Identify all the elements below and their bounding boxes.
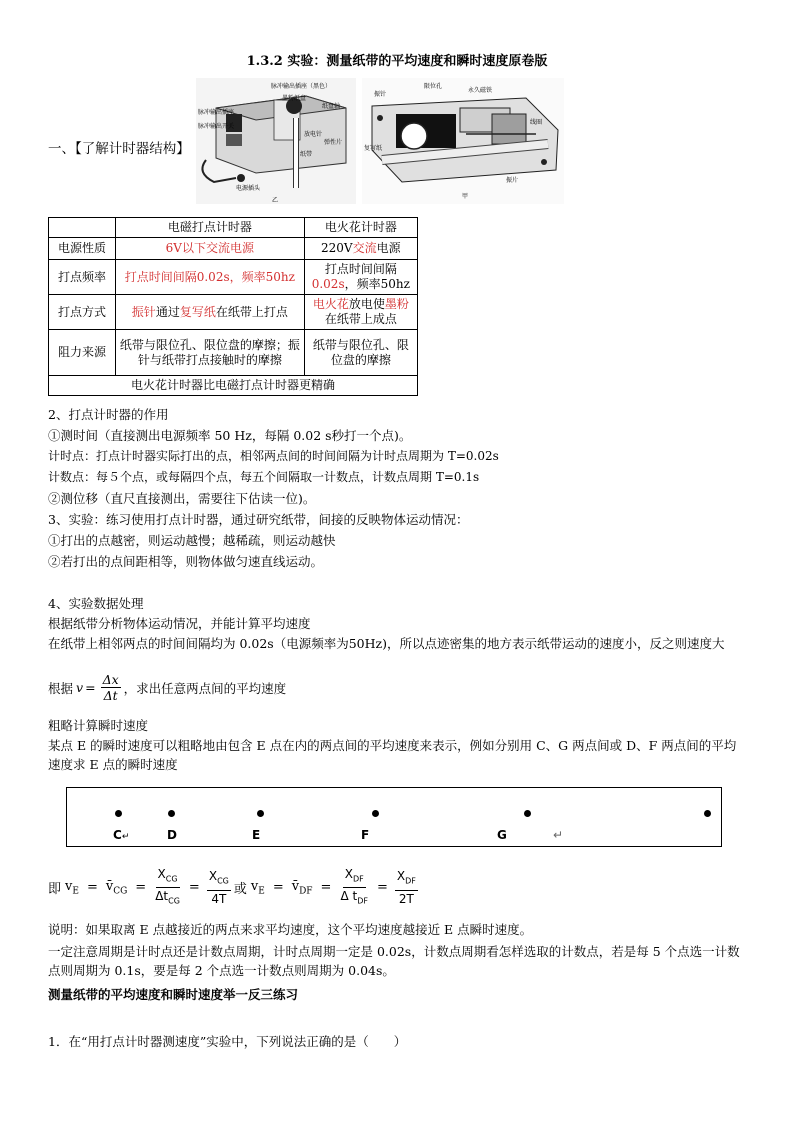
text-line: ①测时间（直接测出电源频率 50 Hz，每隔 0.02 s秒打一个点)。 [48,428,412,443]
text-line: ②若打出的点间距相等，则物体做匀速直线运动。 [48,554,324,569]
table-header-cell: 电磁打点计时器 [116,218,305,238]
table-row [49,238,418,260]
row-label: 打点频率 [49,260,116,295]
svg-text:永久磁铁: 永久磁铁 [468,87,493,94]
svg-text:复写纸: 复写纸 [364,145,383,152]
table-header-cell: 电火花计时器 [304,218,417,238]
tape-dot [524,810,531,817]
tape-dot [115,810,122,817]
paper-tape-diagram [66,787,722,847]
svg-text:纸盘轴: 纸盘轴 [322,103,341,110]
svg-text:振针: 振针 [374,91,387,98]
carbon-disk-icon [401,123,427,149]
text-paragraph: 某点 E 的瞬时速度可以粗略地由包含 E 点在内的两点间的平均速度来表示，例如分别用 C、G 两点间或 D、F 两点间的平均速度求 E 点的瞬时速度 [48,738,737,772]
svg-text:线圈: 线圈 [530,119,543,126]
text-line: ①打出的点越密，则运动越慢；越稀疏，则运动越快 [48,533,336,548]
timer-structure-figure [196,78,564,204]
spark-cell: 电火花放电使墨粉在纸带上成点 [304,295,417,330]
tape-label-g: G [497,828,507,842]
svg-text:振片: 振片 [506,177,519,184]
page-title: 1.3.2 实验：测量纸带的平均速度和瞬时速度原卷版 [246,54,548,69]
svg-text:脉冲输出插座（黑色）: 脉冲输出插座（黑色） [271,83,332,90]
spark-cell: 纸带与限位孔、限位盘的摩擦 [304,330,417,376]
row-label: 阻力来源 [49,330,116,376]
question-1: 1．在“用打点计时器测速度”实验中，下列说法正确的是（ ） [48,1034,407,1049]
svg-text:乙: 乙 [272,197,279,204]
note-line: 说明：如果取离 E 点越接近的两点来求平均速度，这个平均速度越接近 E 点瞬时速度。 [48,922,533,937]
svg-text:限位孔: 限位孔 [424,83,443,90]
section-heading-experiment: 3、实验：练习使用打点计时器，通过研究纸带，间接的反映物体运动情况： [48,512,469,527]
tape-dot [372,810,379,817]
em-cell: 纸带与限位孔、限位盘的摩擦；振针与纸带打点接触时的摩擦 [116,330,305,376]
row-label: 电源性质 [49,238,116,260]
text-line: 计数点：每５个点，或每隔四个点，每五个间隔取一计数点，计数点周期 T=0.1s [48,470,480,484]
table-header-cell [49,218,116,238]
svg-text:脉冲输出开关: 脉冲输出开关 [198,123,235,130]
table-row [49,330,418,376]
tape-dot [704,810,711,817]
table-footer-row [49,376,418,396]
return-mark: ↵ [553,828,564,842]
em-cell: 打点时间间隔0.02s，频率50hz [116,260,305,295]
spark-cell: 打点时间间隔0.02s，频率50hz [304,260,417,295]
em-cell: 振针通过复写纸在纸带上打点 [116,295,305,330]
section-heading-instant: 粗略计算瞬时速度 [48,718,149,733]
plug-icon [237,174,245,182]
practice-heading: 测量纸带的平均速度和瞬时速度举一反三练习 [48,987,299,1002]
svg-text:放电针: 放电针 [304,131,323,138]
note-paragraph: 一定注意周期是计时点还是计数点周期，计时点周期一定是 0.02s，计数点周期看怎样选取的计数点，若是每 5 个点选一计数点则周期为 0.1s，要是每 2 个点选一计数点则周期为 0.04s。 [48,944,740,978]
table-footer: 电火花计时器比电磁打点计时器更精确 [49,376,418,396]
svg-text:弹性片: 弹性片 [324,139,343,146]
table-header-row [49,218,418,238]
text-line: ②测位移（直尺直接测出，需要往下估读一位)。 [48,491,316,506]
svg-text:脉冲输出插座: 脉冲输出插座 [198,109,235,116]
section-heading-data: 4、实验数据处理 [48,596,144,611]
table-row [49,260,418,295]
coil [492,114,526,144]
timer-comparison-table [48,217,418,396]
instant-velocity-equation: 即 $v_E$ = $v̄_{CG}$ = $\frac{X_{CG}}{\Delta t_{CG}}$ = $\frac{X_{CG}}{4T}$ 或 $v_E$ = $v̄_{DF}$ = $\frac{X_{DF}}{\Delta t_{DF}}$ = $\frac{X_{DF}}{2T}$ [48,867,416,906]
tape-dot [257,810,264,817]
tape-label-d: D [167,828,177,842]
section-heading-uses: 2、打点计时器的作用 [48,407,169,422]
em-cell: 6V以下交流电源 [116,238,305,260]
text-line: 根据纸带分析物体运动情况，并能计算平均速度 [48,616,311,631]
row-label: 打点方式 [49,295,116,330]
svg-text:墨粉纸盘: 墨粉纸盘 [282,95,307,102]
table-row [49,295,418,330]
text-line: 计时点：打点计时器实际打出的点，相邻两点间的时间间隔为计时点周期为 T=0.02s [48,449,499,463]
tape-label-c: C↵ [113,828,130,842]
tape-label-f: F [361,828,370,842]
svg-text:纸带: 纸带 [300,151,313,158]
svg-text:甲: 甲 [462,193,469,200]
text-paragraph: 在纸带上相邻两点的时间间隔均为 0.02s（电源频率为50Hz)，所以点迹密集的地方表示纸带运动的速度小，反之则速度大 [48,636,725,651]
svg-text:电源插头: 电源插头 [236,185,261,192]
section-heading-timer-structure: 一、【了解计时器结构】 [48,141,190,157]
tape-label-e: E [252,828,261,842]
tape-dot [168,810,175,817]
spark-cell: 220V交流电源 [304,238,417,260]
average-velocity-formula: 根据 v = $\frac{\Delta x}{\Delta t}$ ，求出任意两点间的平均速度 [48,672,287,703]
